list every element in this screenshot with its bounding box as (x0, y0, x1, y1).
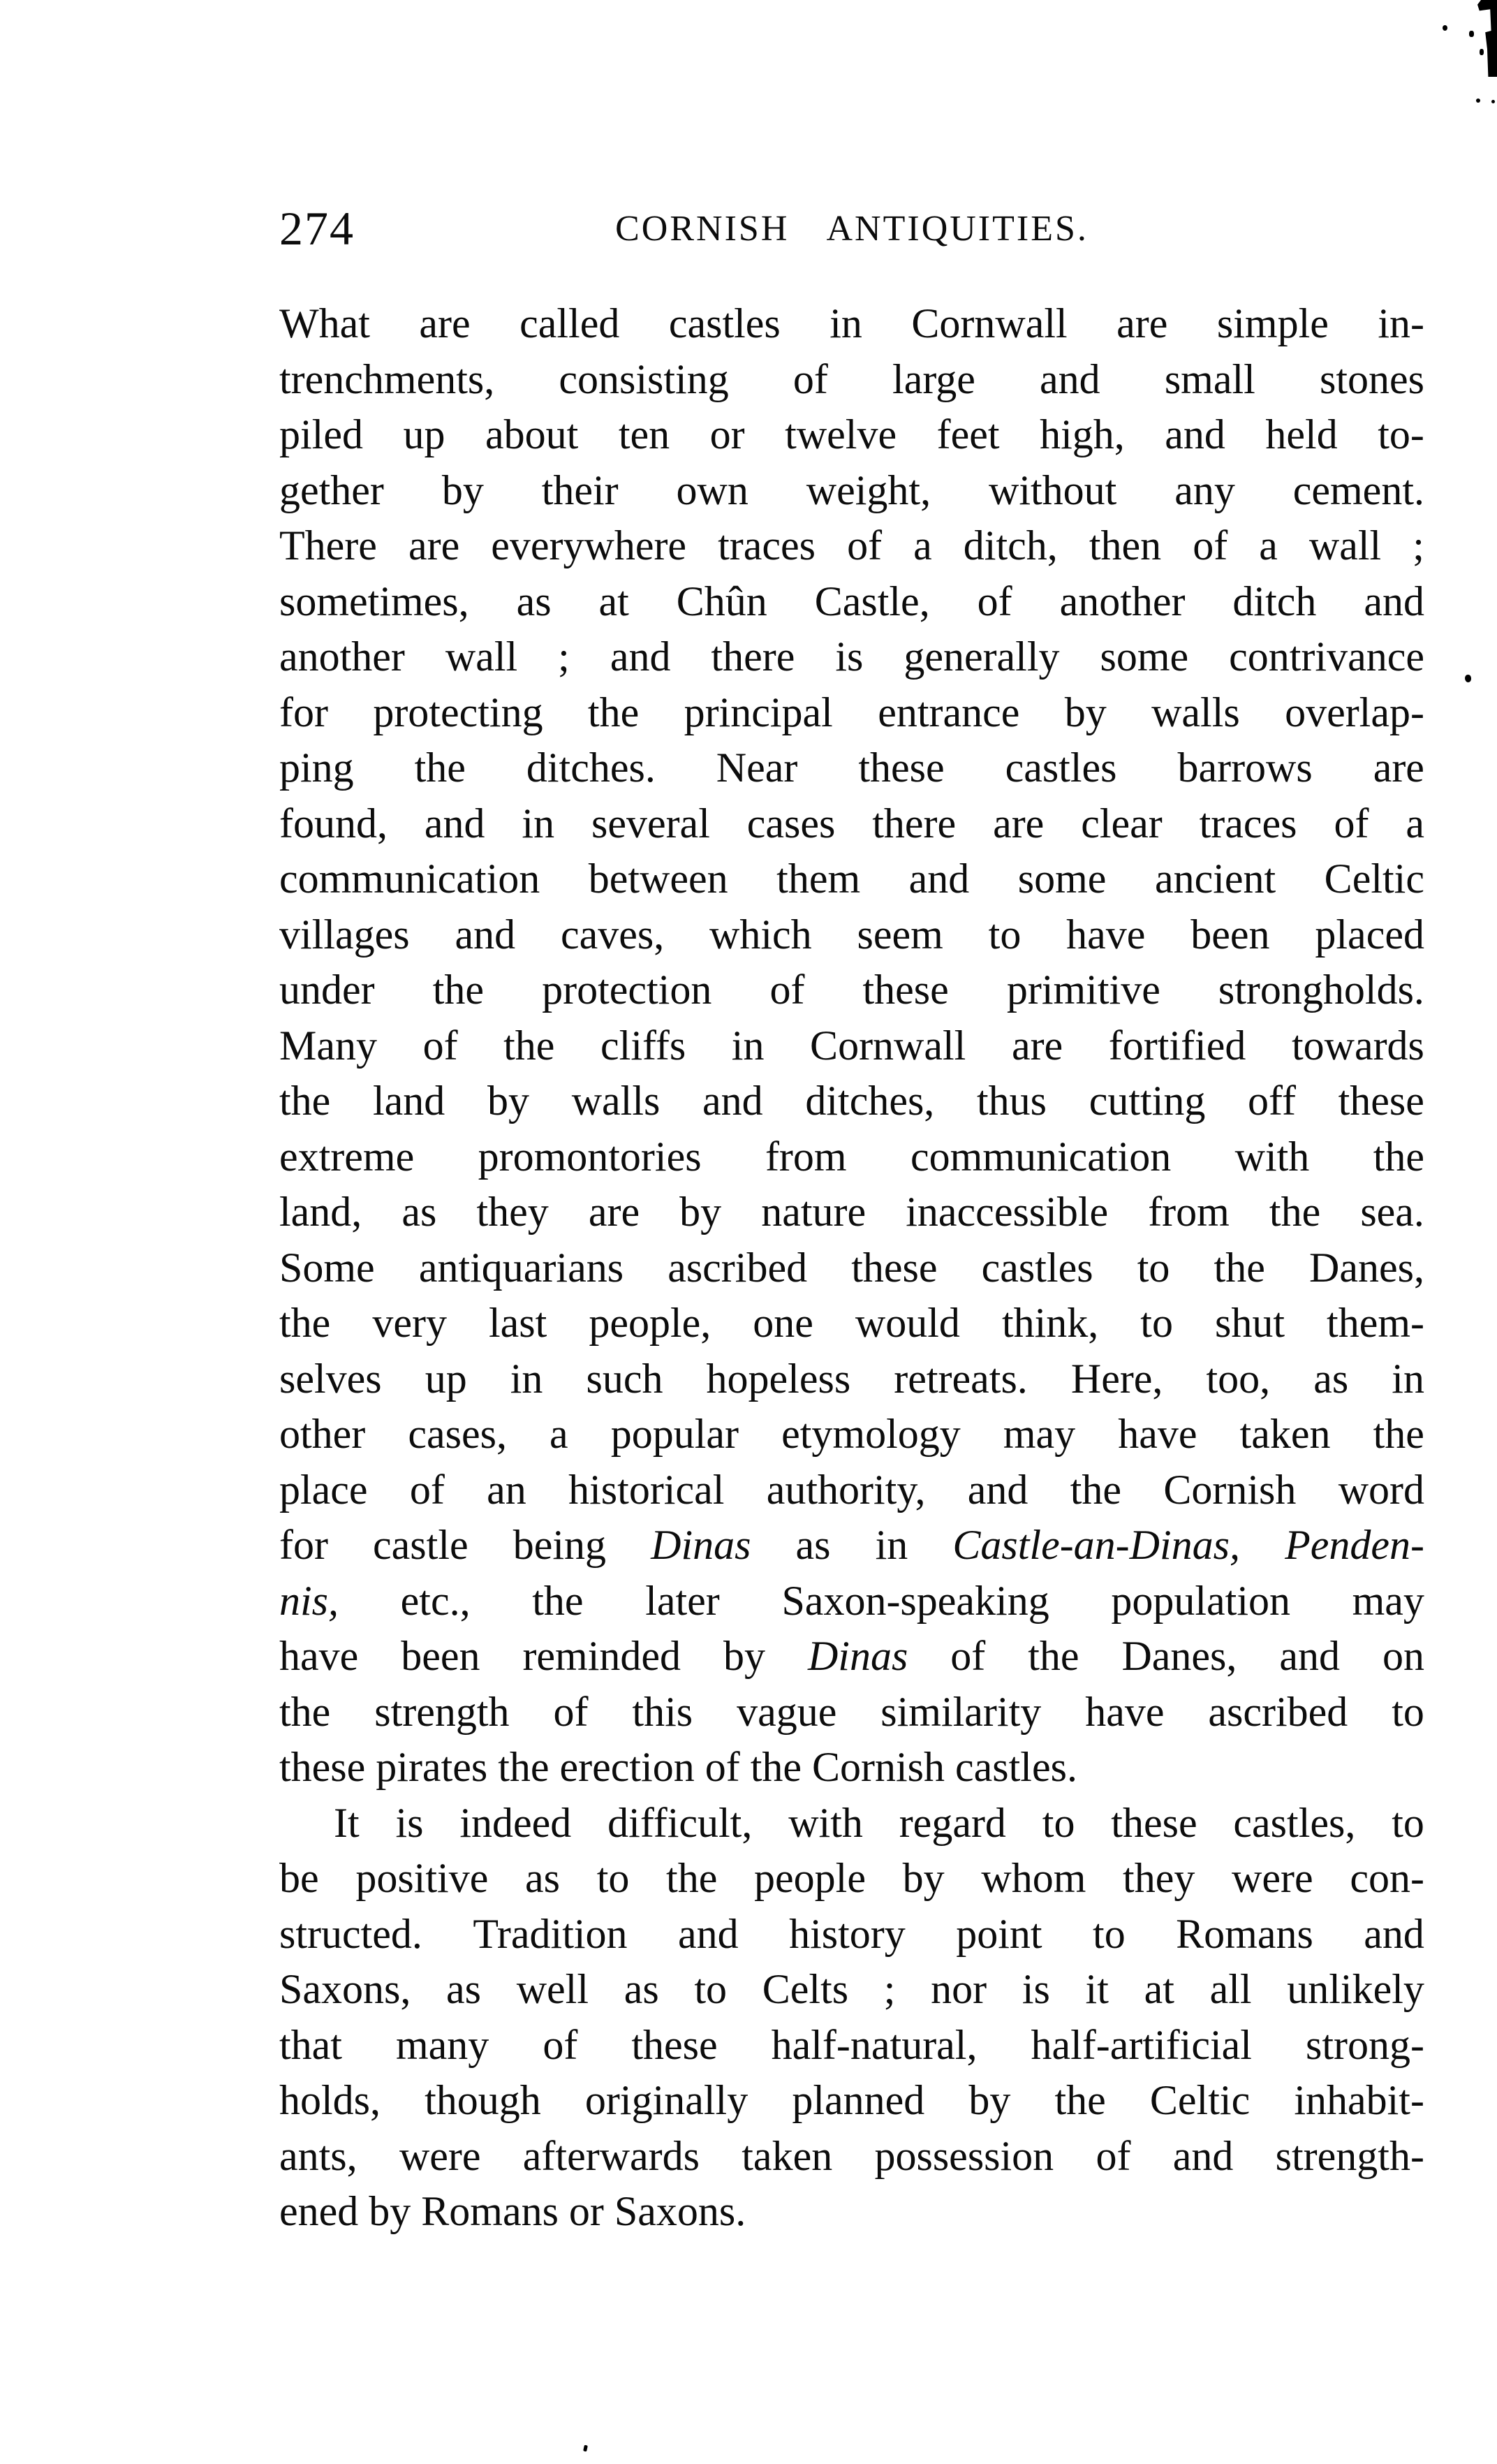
text-line: Many of the cliffs in Cornwall are fortified towards (279, 1022, 1424, 1069)
body-text (279, 296, 1424, 2240)
text-line: place of an historical authority, and the Cornish word (279, 1466, 1424, 1513)
page-header (279, 202, 1424, 255)
ink-speck-artifact (1469, 31, 1474, 37)
ink-speck-artifact (1476, 98, 1480, 103)
running-title: CORNISH ANTIQUITIES. (615, 209, 1089, 249)
text-line: land, as they are by nature inaccessible from the sea. (279, 1189, 1424, 1235)
text-line: There are everywhere traces of a ditch, then of a wall ; (279, 522, 1424, 569)
text-line: be positive as to the people by whom they were con- (279, 1855, 1424, 1901)
text-line: the strength of this vague similarity have ascribed to (279, 1688, 1424, 1735)
text-line: ping the ditches. Near these castles barrows are (279, 745, 1424, 791)
text-line: these pirates the erection of the Cornish castles. (279, 1744, 1077, 1790)
text-line: for castle being Dinas as in Castle-an-Dinas, Penden- (279, 1522, 1424, 1568)
text-line: holds, though originally planned by the Celtic inhabit- (279, 2077, 1424, 2123)
text-line: communication between them and some ancient Celtic (279, 856, 1424, 902)
text-line: selves up in such hopeless retreats. Here, too, as in (279, 1355, 1424, 1402)
ink-blot-artifact (1477, 0, 1497, 77)
text-line: Saxons, as well as to Celts ; nor is it at all unlikely (279, 1966, 1424, 2012)
text-line: found, and in several cases there are clear traces of a (279, 800, 1424, 846)
ink-speck-artifact (1491, 100, 1495, 103)
ink-speck-artifact (1443, 25, 1447, 31)
text-line: nis, etc., the later Saxon-speaking population may (279, 1577, 1424, 1624)
page-number: 274 (279, 202, 355, 255)
ink-dot-artifact (1465, 675, 1471, 682)
text-line: sometimes, as at Chûn Castle, of another ditch and (279, 578, 1424, 624)
text-line: under the protection of these primitive strongholds. (279, 967, 1424, 1013)
text-line: ened by Romans or Saxons. (279, 2188, 746, 2234)
ink-speck-artifact (583, 2445, 588, 2452)
text-line: that many of these half-natural, half-artificial strong- (279, 2021, 1424, 2068)
text-line: structed. Tradition and history point to Romans and (279, 1910, 1424, 1957)
text-line: the land by walls and ditches, thus cutting off these (279, 1078, 1424, 1124)
text-line: for protecting the principal entrance by walls overlap- (279, 689, 1424, 735)
text-line: ants, were afterwards taken possession of and strength- (279, 2132, 1424, 2179)
text-line: It is indeed difficult, with regard to these castles, to (334, 1799, 1424, 1846)
text-line: the very last people, one would think, to shut them- (279, 1300, 1424, 1346)
text-line: villages and caves, which seem to have been placed (279, 911, 1424, 958)
text-line: Some antiquarians ascribed these castles to the Danes, (279, 1244, 1424, 1291)
text-line: What are called castles in Cornwall are simple in- (279, 300, 1424, 346)
text-line: trenchments, consisting of large and small stones (279, 355, 1424, 402)
text-line: piled up about ten or twelve feet high, and held to- (279, 411, 1424, 457)
text-line: another wall ; and there is generally some contrivance (279, 633, 1424, 680)
text-line: extreme promontories from communication with the (279, 1133, 1424, 1180)
ink-speck-artifact (1480, 49, 1484, 55)
text-line: gether by their own weight, without any cement. (279, 467, 1424, 513)
text-line: other cases, a popular etymology may have taken the (279, 1411, 1424, 1457)
text-line: have been reminded by Dinas of the Danes, and on (279, 1633, 1424, 1679)
